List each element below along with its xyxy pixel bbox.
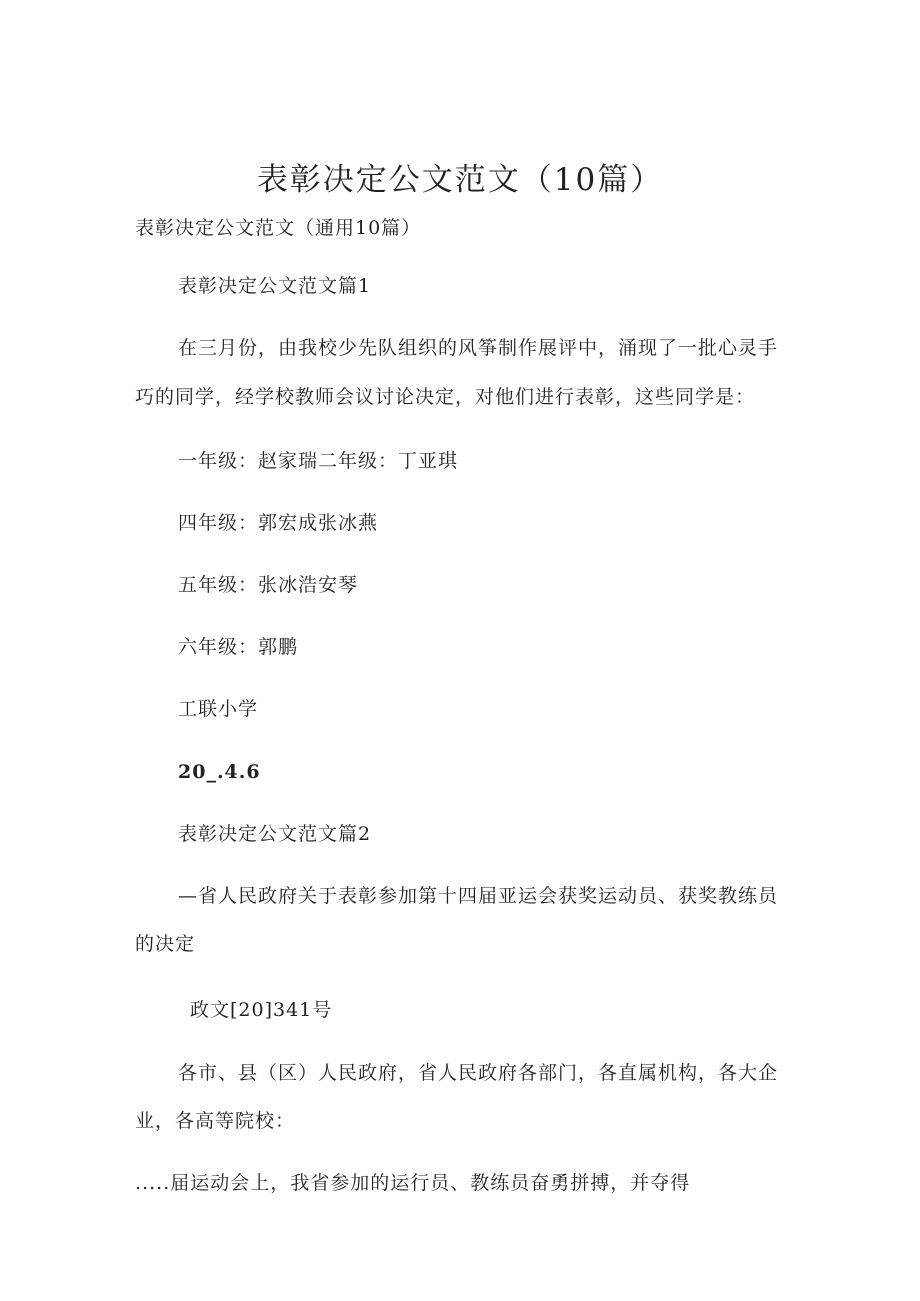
grade-1-2-awardees: 一年级：赵家瑞二年级：丁亚琪: [178, 450, 459, 472]
section2-heading: 表彰决定公文范文篇2: [178, 823, 372, 845]
grade-5-awardees: 五年级：张冰浩安琴: [178, 574, 359, 596]
document-date: 20_.4.6: [178, 761, 261, 783]
body-text-line1: .....届运动会上，我省参加的运行员、教练员奋勇拼搏，并夺得: [135, 1172, 691, 1194]
document-subtitle: 表彰决定公文范文（通用10篇）: [135, 217, 422, 239]
grade-6-awardees: 六年级：郭鹏: [178, 636, 299, 658]
recipients-line1: 各市、县（区）人民政府，省人民政府各部门，各直属机构，各大企: [178, 1062, 779, 1084]
document-title: 表彰决定公文范文（10篇）: [256, 162, 664, 198]
section1-heading: 表彰决定公文范文篇1: [178, 275, 372, 297]
school-signature: 工联小学: [178, 698, 259, 720]
recipients-line2: 业，各高等院校：: [135, 1110, 296, 1132]
section1-paragraph-line2: 巧的同学，经学校教师会议讨论决定，对他们进行表彰，这些同学是：: [135, 386, 756, 408]
section2-title-line2: 的决定: [135, 933, 196, 955]
section2-title-line1: —省人民政府关于表彰参加第十四届亚运会获奖运动员、获奖教练员: [178, 885, 779, 907]
grade-4-awardees: 四年级：郭宏成张冰燕: [178, 512, 379, 534]
document-number: 政文[20]341号: [190, 999, 333, 1021]
section1-paragraph-line1: 在三月份，由我校少先队组织的风筝制作展评中，涌现了一批心灵手: [178, 337, 779, 359]
